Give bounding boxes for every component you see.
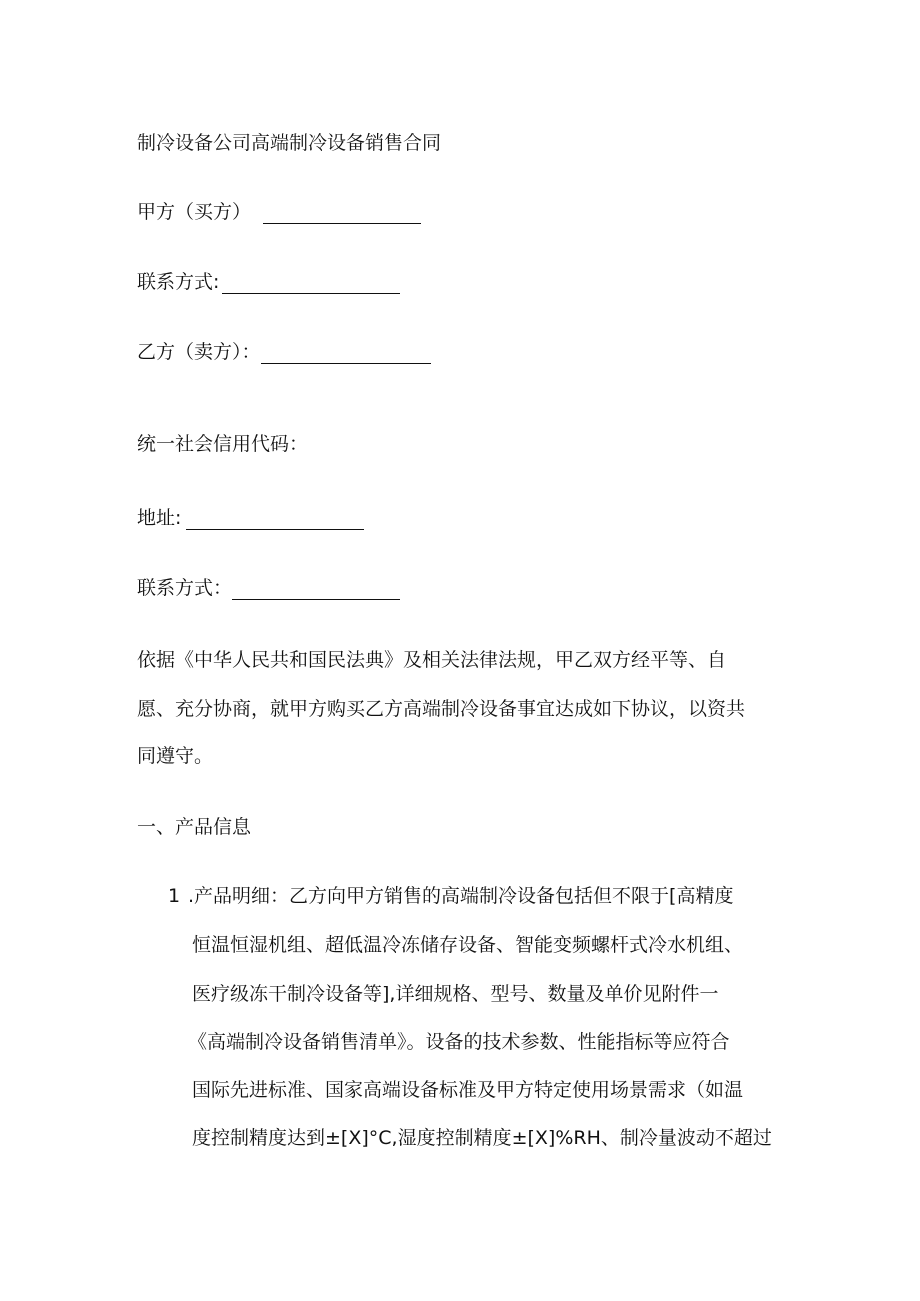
- contact-a-label: 联系方式:: [137, 271, 220, 293]
- contact-b-blank[interactable]: [232, 581, 400, 600]
- party-a-blank[interactable]: [263, 205, 421, 224]
- preamble-line: 依据《中华人民共和国民法典》及相关法律法规，甲乙双方经平等、自: [137, 649, 727, 671]
- contact-a-row: [137, 270, 400, 294]
- clause-1-number: 1: [168, 885, 181, 907]
- party-b-blank[interactable]: [261, 345, 431, 364]
- document-title: [137, 131, 441, 155]
- party-a-row: [137, 200, 421, 224]
- address-row: [137, 506, 364, 530]
- party-b-row: [137, 340, 431, 364]
- preamble-line: 同遵守。: [137, 745, 214, 767]
- section-1-heading-text: 一、产品信息: [137, 816, 252, 838]
- preamble-line: 愿、充分协商，就甲方购买乙方高端制冷设备事宜达成如下协议，以资共: [137, 698, 746, 720]
- section-1-heading: [137, 815, 251, 839]
- clause-1-line: 国际先进标准、国家高端设备标准及甲方特定使用场景需求（如温: [192, 1079, 744, 1101]
- party-b-label: 乙方（卖方）：: [137, 341, 261, 363]
- contact-b-row: [137, 576, 400, 600]
- clause-1-line: 医疗级冻干制冷设备等],详细规格、型号、数量及单价见附件一: [192, 983, 719, 1005]
- clause-1-line: 恒温恒湿机组、超低温冷冻储存设备、智能变频螺杆式冷水机组、: [192, 934, 744, 956]
- clause-1-line: 《高端制冷设备销售清单》。设备的技术参数、性能指标等应符合: [188, 1031, 730, 1053]
- contact-b-label: 联系方式：: [137, 577, 233, 599]
- credit-code-label: 统一社会信用代码：: [137, 433, 309, 455]
- party-a-label: 甲方（买方）: [137, 201, 252, 223]
- contact-a-blank[interactable]: [222, 275, 400, 294]
- address-label: 地址:: [137, 507, 182, 529]
- address-blank[interactable]: [186, 511, 364, 530]
- document-title-text: 制冷设备公司高端制冷设备销售合同: [137, 132, 442, 154]
- clause-1-line: 度控制精度达到±[X]°C,湿度控制精度±[X]%RH、制冷量波动不超过: [192, 1127, 772, 1149]
- clause-1-line: .产品明细：乙方向甲方销售的高端制冷设备包括但不限于[高精度: [188, 885, 734, 907]
- credit-code-row: [137, 432, 308, 456]
